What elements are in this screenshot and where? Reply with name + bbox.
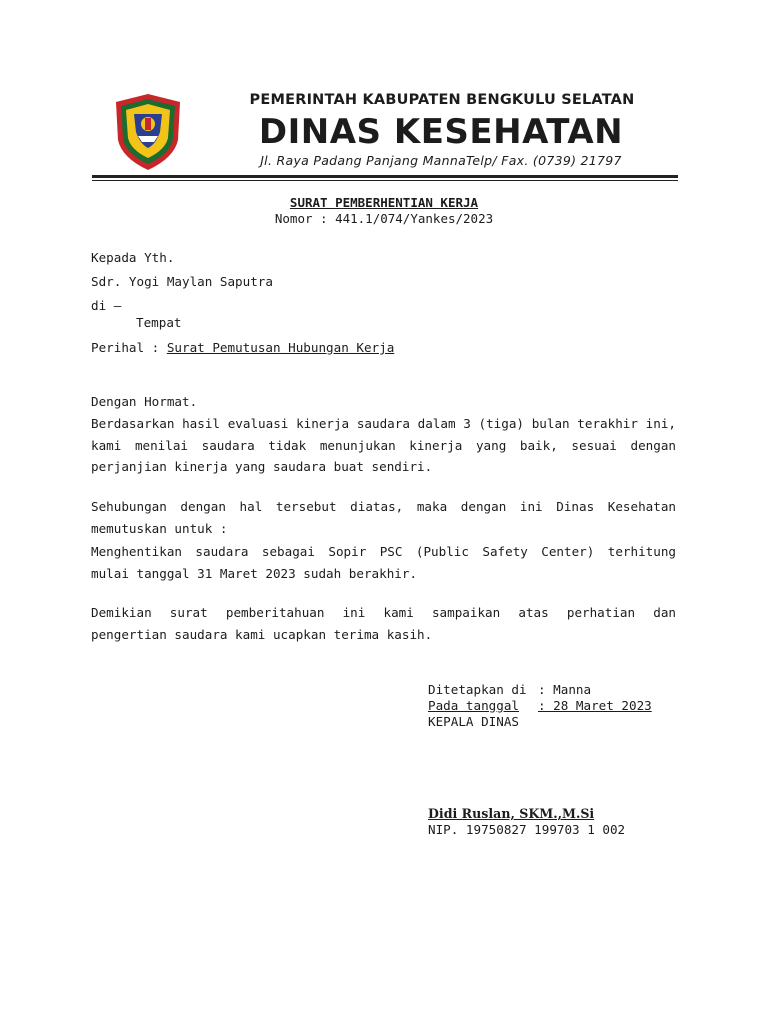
- paragraph-line: mulai tanggal 31 Maret 2023 sudah berakhir.: [91, 565, 418, 581]
- regency-emblem-icon: [112, 92, 184, 172]
- subject-line: [91, 340, 394, 355]
- paragraph-line: Sehubungan dengan hal tersebut diatas, maka dengan ini Dinas Kesehatan: [91, 499, 676, 514]
- department-name: DINAS KESEHATAN: [258, 112, 624, 152]
- subject-label: Perihal :: [91, 340, 167, 355]
- set-at-value: : Manna: [538, 682, 592, 697]
- paragraph-line: pengertian saudara kami ucapkan terima kasih.: [91, 626, 433, 642]
- recipient-name: Sdr. Yogi Maylan Saputra: [91, 274, 273, 289]
- letterhead-divider-thin: [92, 180, 678, 181]
- recipient-place: Tempat: [136, 315, 182, 330]
- subject-value: Surat Pemutusan Hubungan Kerja: [166, 340, 395, 355]
- paragraph-termination: [91, 541, 676, 584]
- government-name: PEMERINTAH KABUPATEN BENGKULU SELATAN: [249, 92, 635, 108]
- paragraph-line: memutuskan untuk :: [91, 520, 228, 536]
- date-label: Pada tanggal: [428, 698, 519, 713]
- recipient-di: di –: [91, 298, 122, 313]
- paragraph-closing: [91, 602, 676, 645]
- set-at-label: Ditetapkan di: [428, 682, 527, 697]
- letterhead-divider-thick: [92, 175, 678, 178]
- paragraph-line: perjanjian kinerja yang saudara buat sendiri.: [91, 459, 433, 474]
- letter-number: Nomor : 441.1/074/Yankes/2023: [274, 211, 494, 226]
- signatory-position: KEPALA DINAS: [428, 714, 519, 729]
- signatory-nip: NIP. 19750827 199703 1 002: [428, 822, 626, 837]
- recipient-salutation: Kepada Yth.: [91, 250, 175, 265]
- greeting: Dengan Hormat.: [91, 394, 198, 409]
- paragraph-line: Demikian surat pemberitahuan ini kami sampaikan atas perhatian dan: [91, 605, 676, 620]
- signatory-name: Didi Ruslan, SKM.,M.Si: [428, 806, 595, 821]
- paragraph-decision-intro: [91, 496, 676, 539]
- date-value: : 28 Maret 2023: [538, 698, 652, 713]
- paragraph-line: Menghentikan saudara sebagai Sopir PSC (Public Safety Center) terhitung: [91, 544, 676, 559]
- department-address: Jl. Raya Padang Panjang MannaTelp/ Fax. (0739) 21797: [260, 153, 622, 168]
- letter-title: SURAT PEMBERHENTIAN KERJA: [289, 195, 479, 210]
- paragraph-line: kami menilai saudara tidak menunjukan kinerja yang baik, sesuai dengan: [91, 437, 676, 453]
- paragraph-line: Berdasarkan hasil evaluasi kinerja saudara dalam 3 (tiga) bulan terakhir ini,: [91, 416, 676, 431]
- paragraph-evaluation: [91, 413, 676, 478]
